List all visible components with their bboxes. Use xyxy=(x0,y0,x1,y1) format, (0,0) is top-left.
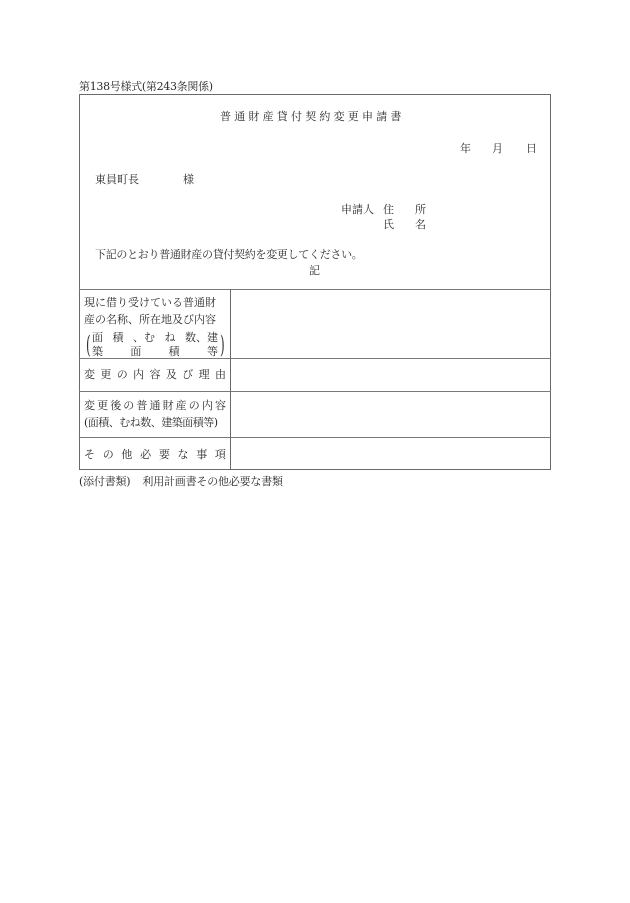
char: 面 xyxy=(92,331,103,344)
bracket-line-2 xyxy=(92,345,218,359)
request-statement: 下記のとおり普通財産の貸付契約を変更してください。 xyxy=(95,248,363,261)
char: 必 xyxy=(140,448,152,461)
char: そ xyxy=(84,448,95,461)
char: 他 xyxy=(121,448,133,461)
applicant-label: 申請人 xyxy=(341,203,374,216)
char: の xyxy=(123,399,135,412)
other-matters-value-field[interactable] xyxy=(232,438,550,469)
label-line: 産の名称、所在地及び内容 xyxy=(84,313,216,326)
label-line: 現に借り受けている普通財 xyxy=(84,296,216,309)
current-property-value-field[interactable] xyxy=(232,290,550,357)
char: 更 xyxy=(97,399,109,412)
char: 容 xyxy=(149,368,161,381)
date-year-label: 年 xyxy=(460,142,471,155)
label-line xyxy=(84,397,226,414)
table-row-current-property-label xyxy=(84,294,226,360)
left-bracket-icon: ( xyxy=(86,331,91,359)
char: び xyxy=(182,368,194,381)
char: 由 xyxy=(215,368,226,381)
attachments-label: (添付書類) xyxy=(79,475,131,488)
char: ね xyxy=(164,331,176,344)
char: 数、建 xyxy=(185,331,218,344)
char: 築 xyxy=(92,345,103,358)
char: の xyxy=(188,399,200,412)
document-title: 普通財産貸付契約変更申請書 xyxy=(220,110,405,123)
char: 面 xyxy=(130,345,142,358)
char: 容 xyxy=(214,399,226,412)
char: 項 xyxy=(214,448,226,461)
char: 及 xyxy=(165,368,177,381)
bracket-line-1 xyxy=(92,331,218,345)
char: 内 xyxy=(133,368,145,381)
char: 財 xyxy=(162,399,174,412)
attachments-note xyxy=(79,473,283,489)
post-change-value-field[interactable] xyxy=(232,392,550,436)
char: 積 xyxy=(168,345,180,358)
applicant-address-label: 住 所 xyxy=(383,203,431,216)
bracket-note xyxy=(84,330,226,360)
addressee-name: 東員町長 xyxy=(95,173,139,186)
char: 内 xyxy=(201,399,213,412)
char: 等 xyxy=(206,345,218,358)
char: の xyxy=(102,448,114,461)
applicant-name-label: 氏 名 xyxy=(383,218,431,231)
table-row-other-matters-label xyxy=(84,446,226,463)
ki-heading: 記 xyxy=(309,264,320,277)
char: 変 xyxy=(84,368,95,381)
column-divider xyxy=(230,289,231,470)
change-reason-value-field[interactable] xyxy=(232,359,550,390)
char: な xyxy=(177,448,189,461)
char: 事 xyxy=(196,448,208,461)
char: 通 xyxy=(149,399,161,412)
char: 変 xyxy=(84,399,95,412)
char: 産 xyxy=(175,399,187,412)
table-row-change-reason-label xyxy=(84,366,226,383)
form-number: 第138号様式(第243条関係) xyxy=(79,80,213,93)
char: 後 xyxy=(110,399,122,412)
char: 、む xyxy=(133,331,155,344)
char: 更 xyxy=(100,368,112,381)
attachments-text: 利用計画書その他必要な書類 xyxy=(142,475,283,488)
table-row-post-change-label xyxy=(84,397,226,431)
char: 積 xyxy=(112,331,124,344)
char: 要 xyxy=(158,448,170,461)
date-month-label: 月 xyxy=(492,142,503,155)
char: の xyxy=(116,368,128,381)
label-subline: (面積、むね数、建築面積等) xyxy=(84,416,218,429)
addressee-honorific: 様 xyxy=(183,173,194,186)
char: 理 xyxy=(198,368,210,381)
char: 普 xyxy=(136,399,148,412)
right-bracket-icon: ) xyxy=(220,331,225,359)
date-day-label: 日 xyxy=(526,142,537,155)
